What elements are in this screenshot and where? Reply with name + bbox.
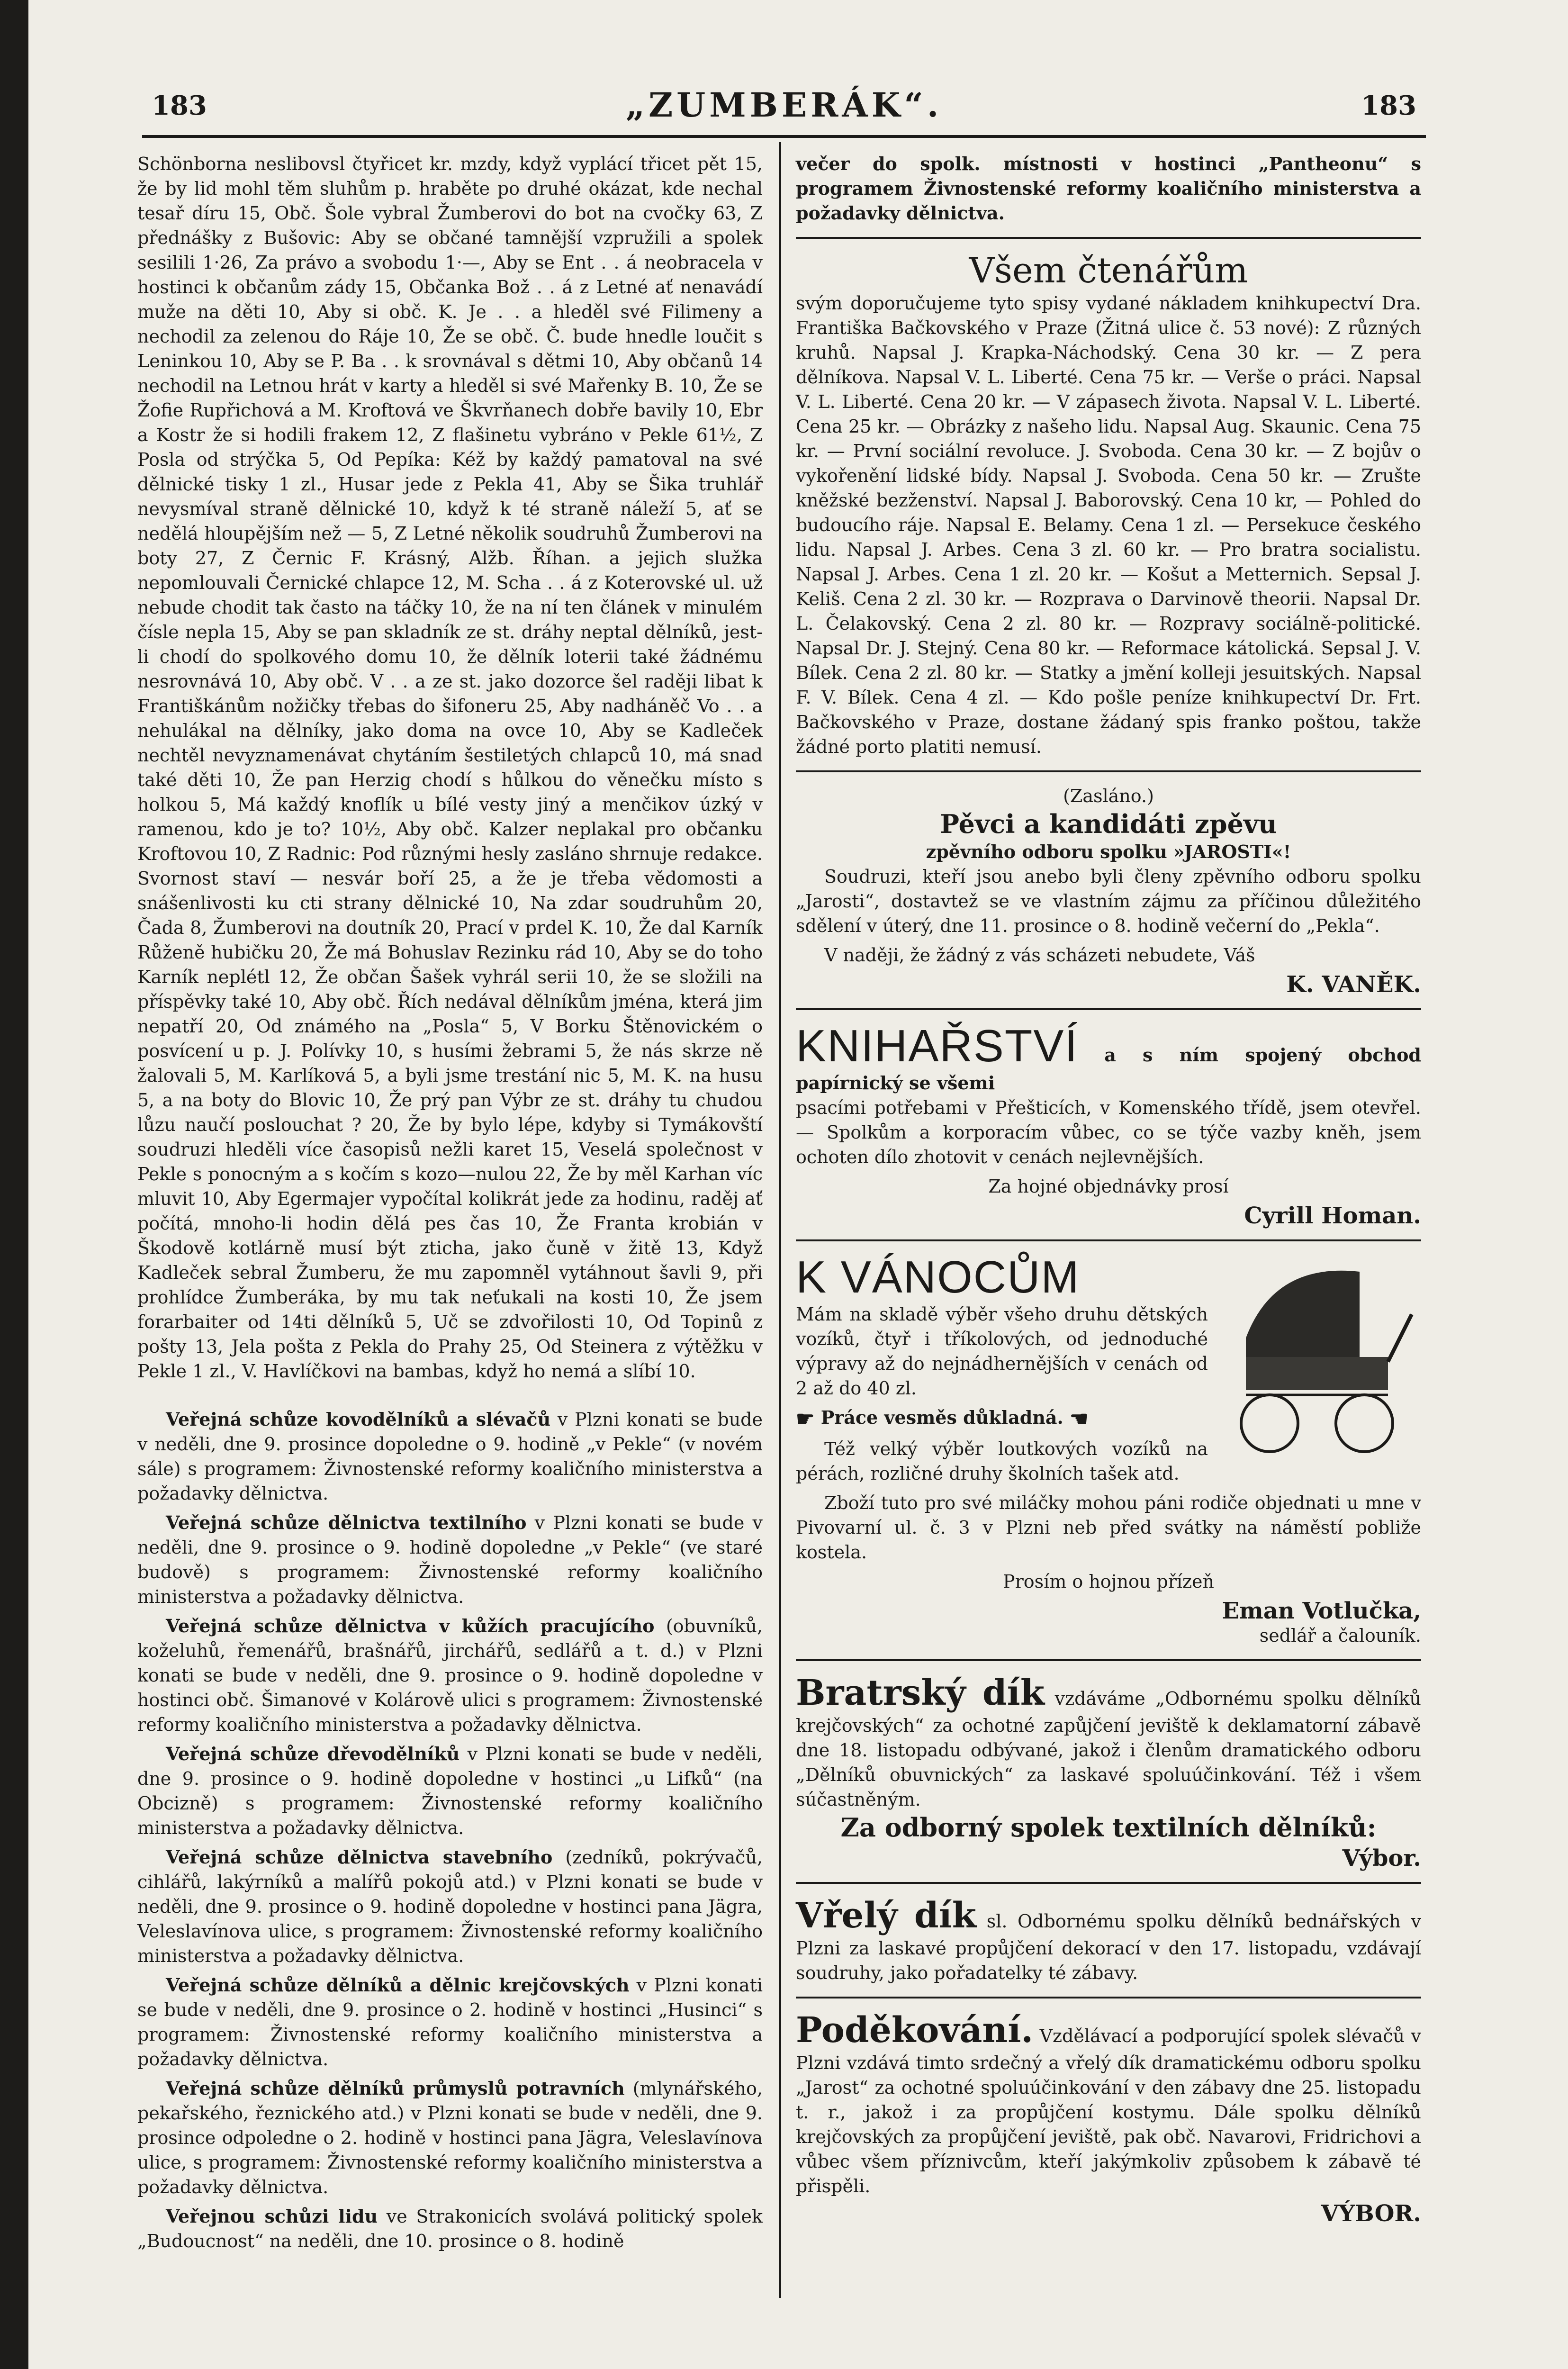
pram-wheel	[1241, 1395, 1298, 1452]
divider	[796, 1882, 1421, 1884]
xmas-text: Mám na skladě výběr všeho druhu dětských vozíků, čtyř i tříkolových, od jednoduché výpravy až do nejnádhernějších v cenách od 2 až do 40 zl.	[796, 1304, 1208, 1399]
meeting-lead: Veřejná schůze dělníků a dělnic krejčovských	[166, 1974, 630, 1996]
page-number-right: 183	[1361, 90, 1416, 121]
thanks1-text: vzdáváme „Odbornému spolku dělníků krejčovských“ za ochotné zapůjčení jeviště k deklamatorní zábavě dne 18. listopadu odbývané, jakož i členům dramatického odboru „Dělníků obuvnických“ za laskavé spoluúčinkování. Též i všem súčastněným.	[796, 1688, 1421, 1810]
column-rule	[779, 142, 781, 2298]
thanks1-title: Bratrský dík	[796, 1672, 1045, 1713]
meeting-text: (zedníků, pokrývačů, cihlářů, lakýrníků a malířů pokojů atd.) v Plzni konati se bude v neděli, dne 9. prosince o 9. hodině dopoledne v hostinci pana Jägra, Veleslavínova ulice, s programem: Živnostenské reformy koaličního ministerstva a požadavky dělnictva.	[137, 1847, 763, 1966]
header-rule	[142, 135, 1426, 138]
xmas-signature: Eman Votlučka,	[1222, 1597, 1421, 1624]
divider	[796, 1008, 1421, 1010]
left-column	[137, 152, 763, 2258]
meeting-text: v Plzni konati se bude v neděli, dne 9. prosince o 9. hodině dopoledne „v Pekle“ (ve staré budově) s programem: Živnostenské reformy koaličního ministerstva a požadavky dělnictva.	[137, 1512, 763, 1607]
meeting-text: v Plzni konati se bude v neděli, dne 9. prosince dopoledne o 9. hodině „v Pekle“ (v novém sále) s programem: Živnostenské reformy koaličního ministerstva a požadavky dělnictva.	[137, 1409, 763, 1504]
xmas-work: Práce vesměs důkladná.	[820, 1407, 1063, 1428]
meeting-continuation: večer do spolk. místnosti v hostinci „Pantheonu“ s programem Živnostenské reformy koaličního ministerstva a požadavky dělnictva.	[796, 153, 1421, 224]
meeting-notice	[137, 1510, 763, 1609]
thanks-ad-1	[796, 1673, 1421, 1871]
pointing-hand-icon: ☚	[1069, 1407, 1089, 1431]
meeting-text: ve Strakonicích svolává politický spolek „Budoucnost“ na neděli, dne 10. prosince o 8. hodině	[137, 2206, 763, 2251]
thanks1-signature: Za odborný spolek textilních dělníků:	[840, 1812, 1377, 1843]
right-column	[796, 152, 1421, 2226]
singers-title: Pěvci a kandidáti zpěvu	[940, 809, 1277, 839]
bookbinder-subtitle: a s ním spojený obchod papírnický se všemi	[796, 1044, 1421, 1094]
meeting-lead: Veřejná schůze dělníků průmyslů potravních	[166, 2078, 625, 2099]
singers-text: Soudruzi, kteří jsou anebo byli členy zpěvního odboru spolku „Jarosti“, dostavtež se ve vlastním zájmu za příčinou důležitého sdělení v úterý, dne 11. prosince o 8. hodině večerní do „Pekla“.	[796, 866, 1421, 936]
spacer	[137, 1388, 763, 1407]
meeting-lead: Veřejná schůze kovodělníků a slévačů	[166, 1409, 551, 1430]
masthead: „ZUMBERÁK“.	[625, 85, 943, 125]
meeting-lead: Veřejná schůze dělnictva stavebního	[166, 1846, 553, 1868]
xmas-text-4: Prosím o hojnou přízeň	[1003, 1571, 1214, 1592]
divider	[796, 1997, 1421, 1998]
thanks2-title: Vřelý dík	[796, 1895, 977, 1936]
donations-list: Schönborna neslibovsl čtyřicet kr. mzdy, když vyplácí třicet pět 15, že by lid mohl těm sluhům p. hraběte po druhé okázat, kde nechal tesař díru 15, Obč. Šole vybral Žumberovi do bot na cvočky 63, Z přednášky z Bušovic: Aby se občané tamnější vzpružili a spolek sesilili 1·26, Za právo a svobodu 1·—, Aby se Ent . . á neobracela v hostinci k občanům zády 15, Občanka Bož . . á z Letné ať nenavádí muže na děti 10, Aby si obč. K. Je . . a hleděl své Filimeny a nechodil za zelenou do Ráje 10, Že se obč. Č. bude hnedle loučit s Leninkou 10, Aby se P. Ba . . k srovnával s dětmi 10, Aby občanů 14 nechodil na Letnou hrát v karty a hleděl si své Mařenky B. 10, Že se Žofie Rupřichová a M. Kroftová ve Škvrňanech dobře bavily 10, Ebr a Kostr že si hodili frakem 12, Z flašinetu vybráno v Pekle 61½, Z Posla od strýčka 5, Od Pepíka: Kéž by každý pamatoval na své dělnické tisky 1 zl., Husar jede z Pekla 41, Aby se Šika truhlář nevysmíval straně dělnické 10, když k té straně náleží 5, ať se nedělá hloupějším než — 5, Z Letné několik soudruhů Žumberovi na boty 27, Z Černic F. Krásný, Alžb. Říhan. a jejich služka nepomlouvali Černické chlapce 12, M. Scha . . á z Koterovské ul. už nebude chodit tak často na táčky 10, že na ní ten článek v minulém čísle nepla 15, Aby se pan skladník ze st. dráhy neptal dělníků, jest-li chodí do spolkového domu 10, že dělník loterii také žádnému nesrovnává 10, Aby obč. V . . a ze st. jako dozorce šel raději libat k Františkánům nožičky třebas do šifoneru 25, Aby nadháněč Vo . . a nehulákal na dělníky, jako doma na ovce 10, Aby se Kadleček nechtěl nevyznamenávat chytáním šestiletých chlapců 10, má snad také děti 10, Že pan Herzig chodí s hůlkou do věnečku místo s holkou 5, Má každý knoflík u bílé vesty jiný a menčikov úzký v ramenou, kdo je to? 10½, Aby obč. Kalzer neplakal pro občanku Kroftovou 10, Z Radnic: Pod různými hesly zasláno shrnuje redakce. Svornost staví — nesvár boří 25, a že je třeba vědomosti a snášenlivosti ku cti strany dělnické 10, Na zdar soudruhům 20, Čada 8, Žumberovi na doutník 20, Prací v prdel K. 10, Že dal Karník Růženě hubičku 20, Že má Bohuslav Rezinku rád 10, Aby se do toho Karník neplétl 12, Že občan Šašek vyhrál serii 10, že se složili na příspěvky také 10, Aby obč. Řích nedával dělníkům jména, která jim nepatří 20, Od známého na „Posla“ 5, V Borku Štěnovickém o posvícení u p. J. Polívky 10, s husími žebrami 5, že nás skrze ně žalovali 5, M. Karlíková 5, a byli jsme trestání nic 5, M. K. na husu 5, a na boty do Blovic 10, Že prý pan Výbr ze st. dráhy tu chudou lůzu naučí poslouchat ? 20, Že by bylo lépe, kdyby si Tymákovští soudruzi hleděli více časopisů nežli karet 15, Veselá společnost v Pekle s ponocným a s kočím s kozo—nulou 22, Že by měl Karhan víc mluvit 10, Aby Egermajer vypočítal kolikrát jede za hodinu, raděj ať počítá, mnoho-li hodin dělá pes čas 10, Že Franta krobián v Škodově kotlárně musí být zticha, jako čuně v žitě 13, Když Kadleček sebral Žumberu, že mu zapomněl vytáhnout šavli 9, při prohlídce Žumberáka, by mu tak neťukali na kosti 10, Že jsem forarbaiter od 14ti dělníků 5, Uč se zdvořilosti 10, Od Topinů z pošty 13, Jela pošta z Pekla do Prahy 25, Od Steinera z výtěžku v Pekle 1 zl., V. Havlíčkovi na bambas, když ho nemá a slíbí 10.	[137, 154, 763, 1382]
bookbinder-signature: Cyrill Homan.	[1244, 1203, 1421, 1229]
meeting-text: v Plzni konati se bude v neděli, dne 9. prosince o 2. hodině v hostinci „Husinci“ s programem: Živnostenské reformy koaličního ministerstva a požadavky dělnictva.	[137, 1975, 763, 2070]
divider	[796, 237, 1421, 239]
thanks-ad-2	[796, 1895, 1421, 1985]
singers-text-2: V naději, že žádný z vás scházeti nebudete, Váš	[824, 945, 1255, 966]
readers-text: svým doporučujeme tyto spisy vydané nákladem knihkupectví Dra. Františka Bačkovského v Praze (Žitná ulice č. 53 nové): Z různých kruhů. Napsal J. Krapka-Náchodský. Cena 30 kr. — Z pera dělníkova. Napsal V. L. Liberté. Cena 75 kr. — Verše o práci. Napsal V. L. Liberté. Cena 20 kr. — V zápasech života. Napsal V. L. Liberté. Cena 25 kr. — Obrázky z našeho lidu. Napsal Aug. Skaunic. Cena 75 kr. — První sociální revoluce. J. Svoboda. Cena 30 kr. — Z bojův o vykořenění lidské bídy. Napsal J. Svoboda. Cena 50 kr. — Zrušte kněžské bezženství. Napsal J. Baborovský. Cena 10 kr, — Pohled do budoucího ráje. Napsal E. Belamy. Cena 1 zl. — Persekuce českého lidu. Napsal J. Arbes. Cena 3 zl. 60 kr. — Pro bratra socialistu. Napsal J. Arbes. Cena 1 zl. 20 kr. — Košut a Metternich. Sepsal J. Keliš. Cena 2 zl. 30 kr. — Rozprava o Darvinově theorii. Napsal Dr. L. Čelakovský. Cena 2 zl. 80 kr. — Rozpravy sociálně-politické. Napsal Dr. J. Stejný. Cena 80 kr. — Reformace kátolická. Sepsal J. V. Bílek. Cena 2 zl. 80 kr. — Statky a jmění kolleji jesuitských. Napsal F. V. Bílek. Cena 4 zl. — Kdo pošle peníze knihkupectví Dr. Frt. Bačkovského v Praze, dostane žádaný spis franko poštou, takže žádné porto platiti nemusí.	[796, 293, 1421, 757]
divider	[796, 1239, 1421, 1241]
thanks1-signature-2: Výbor.	[1342, 1845, 1421, 1872]
meeting-lead: Veřejnou schůzi lidu	[166, 2206, 378, 2227]
meeting-lead: Veřejná schůze dřevodělníků	[166, 1743, 460, 1764]
readers-title: Všem čtenářům	[969, 250, 1248, 291]
meeting-notice	[137, 1614, 763, 1737]
xmas-text-3: Zboží tuto pro své miláčky mohou páni rodiče objednati u mne v Pivovarní ul. č. 3 v Plzni neb před svátky na náměstí pobliže kostela.	[796, 1492, 1421, 1563]
meeting-notice	[137, 2076, 763, 2199]
divider	[796, 1659, 1421, 1661]
meeting-text: (mlynářského, pekařského, řeznického atd.) v Plzni konati se bude v neděli, dne 9. prosince odpoledne o 2. hodině v hostinci pana Jägra, Veleslavínova ulice, s programem: Živnostenské reformy koaličního ministerstva a požadavky dělnictva.	[137, 2078, 763, 2197]
meeting-notice	[137, 2204, 763, 2253]
singers-subtitle: zpěvního odboru spolku »JAROSTI«!	[926, 841, 1291, 862]
pram-body	[1246, 1357, 1388, 1390]
pram-illustration	[1217, 1253, 1421, 1461]
bookbinder-ad	[796, 1022, 1421, 1228]
page-number-left: 183	[152, 90, 207, 121]
xmas-title: K VÁNOCŮM	[796, 1252, 1080, 1302]
xmas-ad	[796, 1253, 1421, 1648]
thanks3-signature: VÝBOR.	[1321, 2200, 1421, 2227]
bookbinder-title: KNIHAŘSTVÍ	[796, 1021, 1079, 1071]
pointing-hand-icon: ☛	[796, 1407, 815, 1431]
bookbinder-text: psacími potřebami v Přešticích, v Komenského třídě, jsem otevřel. — Spolkům a korporacím vůbec, co se týče vazby kněh, jsem ochoten dílo zhotovit v cenách nejlevnějších.	[796, 1097, 1421, 1167]
pram-wheel	[1336, 1395, 1393, 1452]
xmas-signature-2: sedlář a čalouník.	[1259, 1625, 1421, 1646]
meeting-lead: Veřejná schůze dělnictva v kůžích pracujícího	[166, 1615, 655, 1637]
meeting-lead: Veřejná schůze dělnictva textilního	[166, 1512, 527, 1533]
scan-edge	[0, 0, 28, 2369]
zaslano-label: (Zasláno.)	[1063, 786, 1154, 806]
meeting-notice	[137, 1407, 763, 1506]
thanks3-text: Vzdělávací a podporující spolek slévačů v Plzni vzdává timto srdečný a vřelý dík dramatickému odboru spolku „Jarost“ za ochotné spoluúčinkování v den zábavy dne 25. listopadu t. r., jakož i za propůjčení kostymu. Dále spolku dělníků krejčovských za propůjčení jeviště, pak obč. Navarovi, Fridrichovi a vůbec všem příznivcům, kteří jakýmkoliv způsobem k zábavě té přispěli.	[796, 2025, 1421, 2197]
thanks-ad-3	[796, 2010, 1421, 2226]
thanks2-text: sl. Odbornému spolku dělníků bednářských v Plzni za laskavé propůjčení dekorací v den 17. listopadu, vzdávají soudruhy, jako pořadatelky té zábavy.	[796, 1910, 1422, 1983]
meeting-text: (obuvníků, koželuhů, řemenářů, brašnářů, jirchářů, sedlářů a t. d.) v Plzni konati se bude v neděli, dne 9. prosince o 9. hodině dopoledne v hostinci obč. Šimanové v Kolárově ulici s programem: Živnostenské reformy koaličního ministerstva a požadavky dělnictva.	[137, 1616, 763, 1735]
meeting-notice	[137, 1973, 763, 2071]
thanks3-title: Poděkování.	[796, 2009, 1034, 2051]
xmas-text-2: Též velký výběr loutkových vozíků na pérách, rozličné druhy školních tašek atd.	[796, 1438, 1208, 1484]
bookbinder-text-2: Za hojné objednávky prosí	[988, 1176, 1229, 1197]
meeting-notice	[137, 1845, 763, 1968]
pram-handle	[1388, 1314, 1412, 1362]
divider	[796, 770, 1421, 772]
singers-signature: K. VANĚK.	[1286, 971, 1421, 998]
page-header	[152, 71, 1416, 128]
pram-hood	[1246, 1271, 1360, 1362]
meeting-notice	[137, 1742, 763, 1840]
meeting-text: v Plzni konati se bude v neděli, dne 9. prosince o 9. hodině dopoledne v hostinci „u Lifků“ (na Obcizně) s programem: Živnostenské reformy koaličního ministerstva a požadavky dělnictva.	[137, 1744, 763, 1838]
